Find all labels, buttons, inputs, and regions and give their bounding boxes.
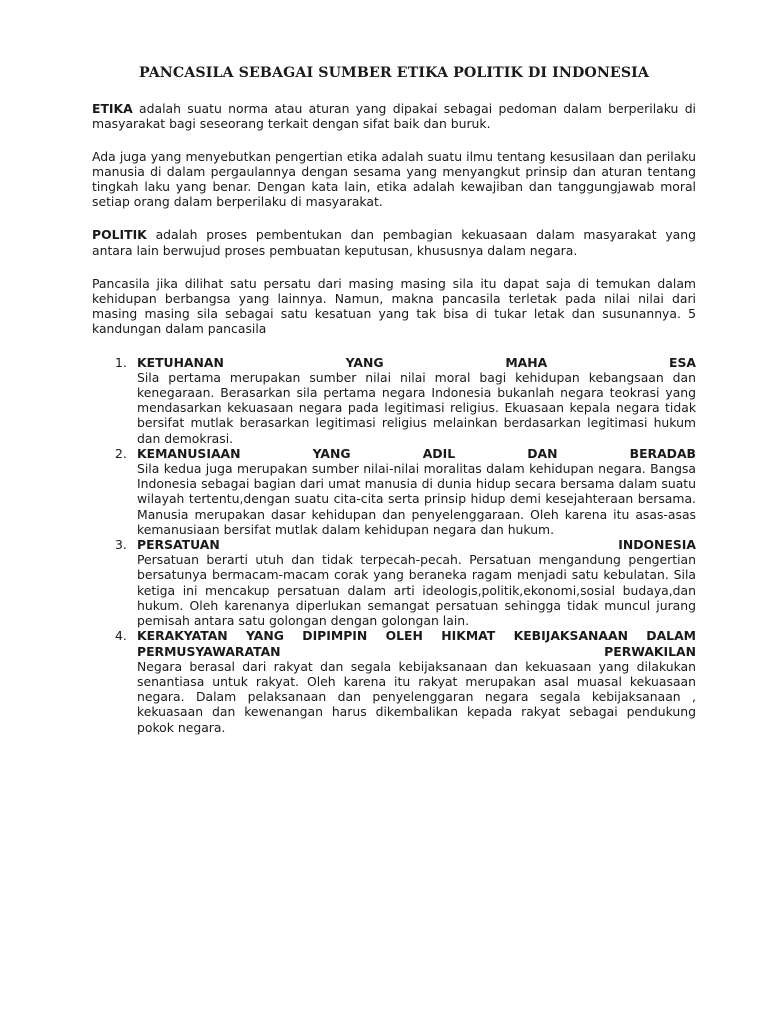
politik-paragraph <box>92 227 696 257</box>
sila-item <box>92 355 696 446</box>
sila-text: Persatuan berarti utuh dan tidak terpecah-pecah. Persatuan mengandung pengertian bersatunya bermacam-macam corak yang beraneka ragam menjadi satu kebulatan. Sila ketiga ini mencakup persatuan dalam arti ideologis,politik,ekonomi,sosial budaya,dan hukum. Oleh karenanya diperlukan semangat persatuan sehingga tidak muncul jurang pemisah antara satu golongan dengan golongan lain. <box>137 552 696 629</box>
sila-item <box>92 628 696 734</box>
sila-number: 1. <box>115 354 127 370</box>
sila-item <box>92 446 696 537</box>
sila-number: 3. <box>115 537 127 553</box>
sila-heading: KEMANUSIAAN YANG ADIL DAN BERADAB <box>137 445 696 461</box>
politik-text: adalah proses pembentukan dan pembagian kekuasaan dalam masyarakat yang antara lain berwujud proses pembuatan keputusan, khususnya dalam negara. <box>92 227 696 258</box>
sila-text: Sila pertama merupakan sumber nilai nilai moral bagi kehidupan kebangsaan dan kenegaraan. Berasarkan sila pertama negara Indonesia bukanlah negara teokrasi yang mendasarkan kekuasaan negara pada legitimasi religius. Ekuasaan kepala negara tidak bersifat mutlak berasarkan legitimasi religius melainkan berdasarkan legitimasi hukum dan demokrasi. <box>137 369 696 446</box>
sila-number: 4. <box>115 628 127 644</box>
etika-text: adalah suatu norma atau aturan yang dipakai sebagai pedoman dalam berperilaku di masyarakat bagi seseorang terkait dengan sifat baik dan buruk. <box>92 101 696 132</box>
sila-item <box>92 537 696 628</box>
etika-paragraph <box>92 101 696 131</box>
sila-heading: KERAKYATAN YANG DIPIMPIN OLEH HIKMAT KEBIJAKSANAAN DALAM PERMUSYAWARATAN PERWAKILAN <box>137 628 696 659</box>
pancasila-intro-paragraph: Pancasila jika dilihat satu persatu dari masing masing sila itu dapat saja di temukan dalam kehidupan berbangsa yang lainnya. Namun, makna pancasila terletak pada nilai nilai dari masing masing sila sebagai satu kesatuan yang tak bisa di tukar letak dan susunannya. 5 kandungan dalam pancasila <box>92 275 696 337</box>
document-title: PANCASILA SEBAGAI SUMBER ETIKA POLITIK DI INDONESIA <box>138 65 650 81</box>
sila-heading: PERSATUAN INDONESIA <box>137 537 696 553</box>
sila-text: Sila kedua juga merupakan sumber nilai-nilai moralitas dalam kehidupan negara. Bangsa Indonesia sebagai bagian dari umat manusia di dunia hidup secara bersama dalam suatu wilayah tertentu,dengan suatu cita-cita serta prinsip hidup demi kesejahteraan bersama. Manusia merupakan dasar kehidupan dan penyelenggaraan. Oleh karena itu asas-asas kemanusiaan bersifat mutlak dalam kehidupan negara dan hukum. <box>137 461 696 537</box>
politik-term: POLITIK <box>92 227 147 243</box>
etika-definition-paragraph: Ada juga yang menyebutkan pengertian etika adalah suatu ilmu tentang kesusilaan dan perilaku manusia di dalam pergaulannya dengan sesama yang menyangkut prinsip dan aturan tentang tingkah laku yang benar. Dengan kata lain, etika adalah kewajiban dan tanggungjawab moral setiap orang dalam berperilaku di masyarakat. <box>92 148 696 210</box>
document-page <box>92 66 696 735</box>
sila-list <box>92 355 696 735</box>
sila-heading: KETUHANAN YANG MAHA ESA <box>137 354 696 370</box>
sila-number: 2. <box>115 445 127 461</box>
etika-term: ETIKA <box>92 101 133 117</box>
sila-text: Negara berasal dari rakyat dan segala kebijaksanaan dan kekuasaan yang dilakukan senantiasa untuk rakyat. Oleh karena itu rakyat merupakan asal muasal kekuasaan negara. Dalam pelaksanaan dan penyelenggaran negara segala kebijaksanaan , kekuasaan dan kewenangan harus dikembalikan kepada rakyat sebagai pendukung pokok negara. <box>137 658 696 735</box>
